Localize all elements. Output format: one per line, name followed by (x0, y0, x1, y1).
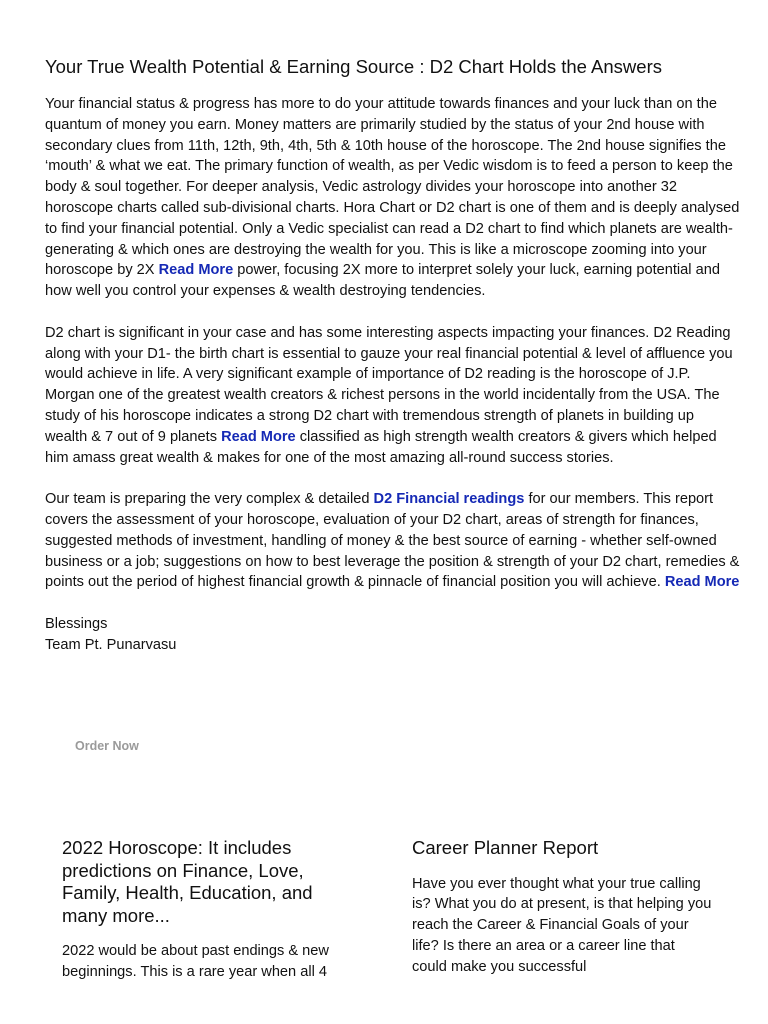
paragraph-wealth-intro (45, 94, 740, 302)
read-more-link-2[interactable]: Read More (221, 428, 296, 445)
card-title[interactable]: Career Planner Report (412, 837, 599, 858)
article-title: Your True Wealth Potential & Earning Source : D2 Chart Holds the Answers (45, 56, 662, 77)
order-now-button[interactable]: Order Now (75, 739, 139, 753)
paragraph-d2-significance (45, 323, 740, 469)
read-more-link-1[interactable]: Read More (158, 262, 234, 279)
signature-blessings: Blessings (45, 615, 108, 632)
d2-financial-readings-link[interactable]: D2 Financial readings (373, 491, 525, 508)
card-title[interactable]: 2022 Horoscope: It includes predictions on Finance, Love, Family, Health, Education, and many more... (62, 837, 313, 926)
read-more-link-3[interactable]: Read More (664, 574, 740, 591)
article (45, 54, 740, 656)
card-career-planner[interactable] (412, 837, 712, 977)
paragraph-text: power, focusing 2X more to interpret solely your luck, earning potential and how well you control your expenses & wealth destroying tendencies. (45, 262, 720, 300)
paragraph-text: Our team is preparing the very complex & detailed (45, 491, 374, 508)
paragraph-text: classified as high strength wealth creators & givers which helped him amass great wealth & makes for one of the most amazing all-round success stories. (45, 428, 717, 466)
paragraph-text: for our members. This report covers the assessment of your horoscope, evaluation of your D2 chart, areas of strength for finances, suggested methods of investment, handling of money & the best source of earning - whether self-owned business or a job; suggestions on how to best leverage the position & strength of your D2 chart, remedies & points out the period of highest financial growth & pinnacle of financial position you will achieve. (45, 491, 740, 591)
paragraph-text: Your financial status & progress has more to do your attitude towards finances and your luck than on the quantum of money you earn. Money matters are primarily studied by the status of your 2nd house with secondary clues from 11th, 12th, 9th, 4th, 5th & 10th house of the horoscope. The 2nd house signifies the ‘mouth’ & what we eat. The primary function of wealth, as per Vedic wisdom is to feed a person to keep the body & soul together. For deeper analysis, Vedic astrology divides your horoscope into another 32 horoscope charts called sub-divisional charts. Hora Chart or D2 chart is one of them and is deeply analysed to find your financial potential. Only a Vedic specialist can read a D2 chart to find which planets are wealth-generating & which ones are destroying the wealth for you. This is like a microscope zooming into your horoscope by 2X (45, 96, 740, 279)
paragraph-text: D2 chart is significant in your case and has some interesting aspects impacting your finances. D2 Reading along with your D1- the birth chart is essential to gauze your real financial potential & level of affluence you would achieve in life. A very significant example of importance of D2 reading is the horoscope of J.P. Morgan one of the greatest wealth creators & richest persons in the world incidentally from the USA. The study of his horoscope indicates a strong D2 chart with tremendous strength of planets in building up wealth & 7 out of 9 planets (45, 324, 733, 445)
card-2022-horoscope[interactable] (62, 837, 362, 983)
paragraph-team-report (45, 489, 740, 593)
card-excerpt: Have you ever thought what your true calling is? What you do at present, is that helping you reach the Career & Financial Goals of your life? Is there an area or a career line that could make you successful (412, 875, 712, 975)
card-excerpt: 2022 would be about past endings & new beginnings. This is a rare year when all 4 (62, 943, 329, 980)
signature-team: Team Pt. Punarvasu (45, 636, 177, 653)
